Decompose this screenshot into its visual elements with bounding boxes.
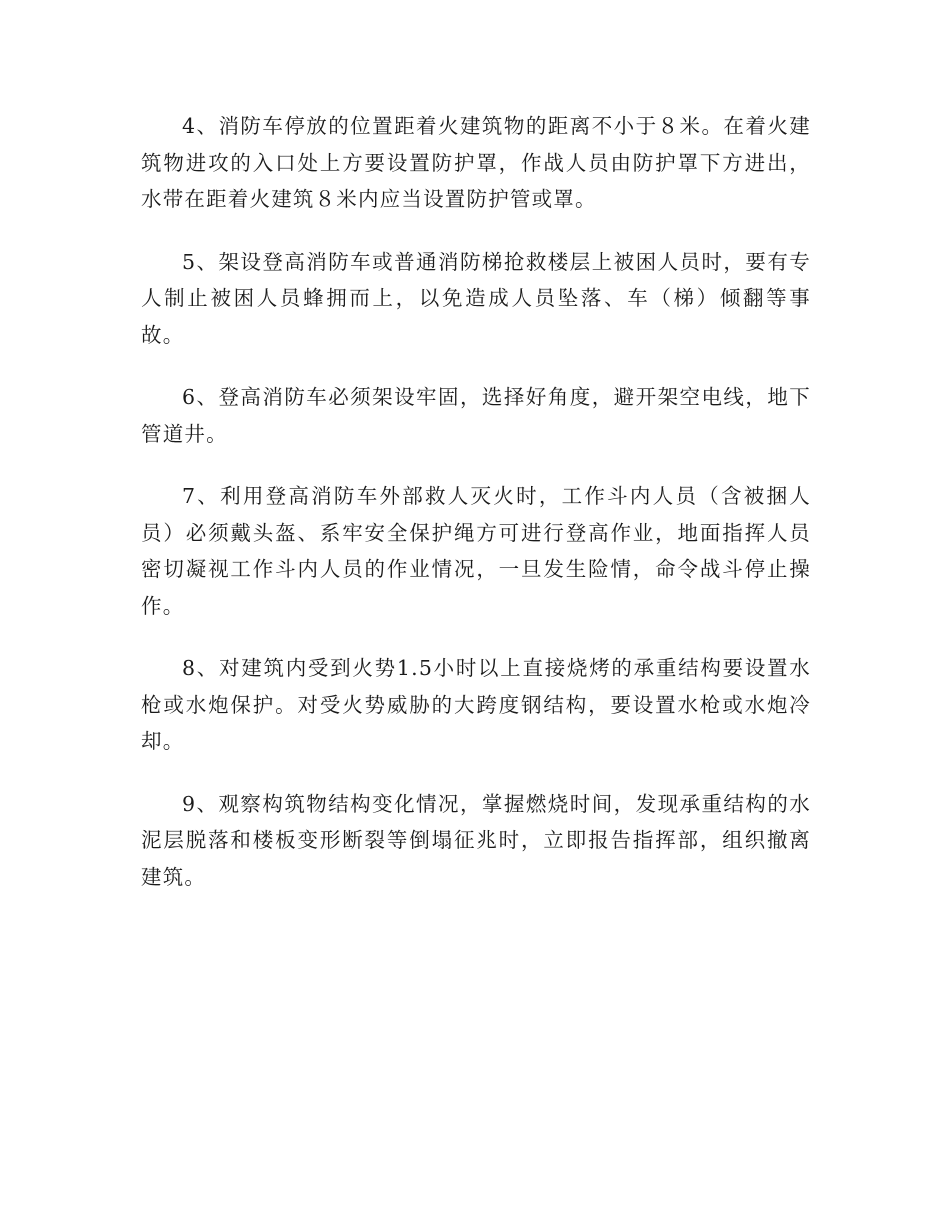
paragraph-6: 6、登高消防车必须架设牢固，选择好角度，避开架空电线，地下管道井。 (141, 385, 811, 446)
document-body (141, 108, 811, 921)
paragraph-9: 9、观察构筑物结构变化情况，掌握燃烧时间，发现承重结构的水泥层脱落和楼板变形断裂等倒塌征兆时，立即报告指挥部，组织撤离建筑。 (141, 791, 811, 889)
paragraph-7: 7、利用登高消防车外部救人灭火时，工作斗内人员（含被捆人员）必须戴头盔、系牢安全保护绳方可进行登高作业，地面指挥人员密切凝视工作斗内人员的作业情况，一旦发生险情，命令战斗停止操作。 (141, 484, 811, 618)
paragraph-4: 4、消防车停放的位置距着火建筑物的距离不小于８米。在着火建筑物进攻的入口处上方要设置防护罩，作战人员由防护罩下方进出，水带在距着火建筑８米内应当设置防护管或罩。 (141, 114, 811, 211)
paragraph-8: 8、对建筑内受到火势1.5小时以上直接烧烤的承重结构要设置水枪或水炮保护。对受火势威胁的大跨度钢结构，要设置水枪或水炮冷却。 (141, 656, 811, 753)
paragraph-5: 5、架设登高消防车或普通消防梯抢救楼层上被困人员时，要有专人制止被困人员蜂拥而上，以免造成人员坠落、车（梯）倾翻等事故。 (141, 249, 811, 347)
